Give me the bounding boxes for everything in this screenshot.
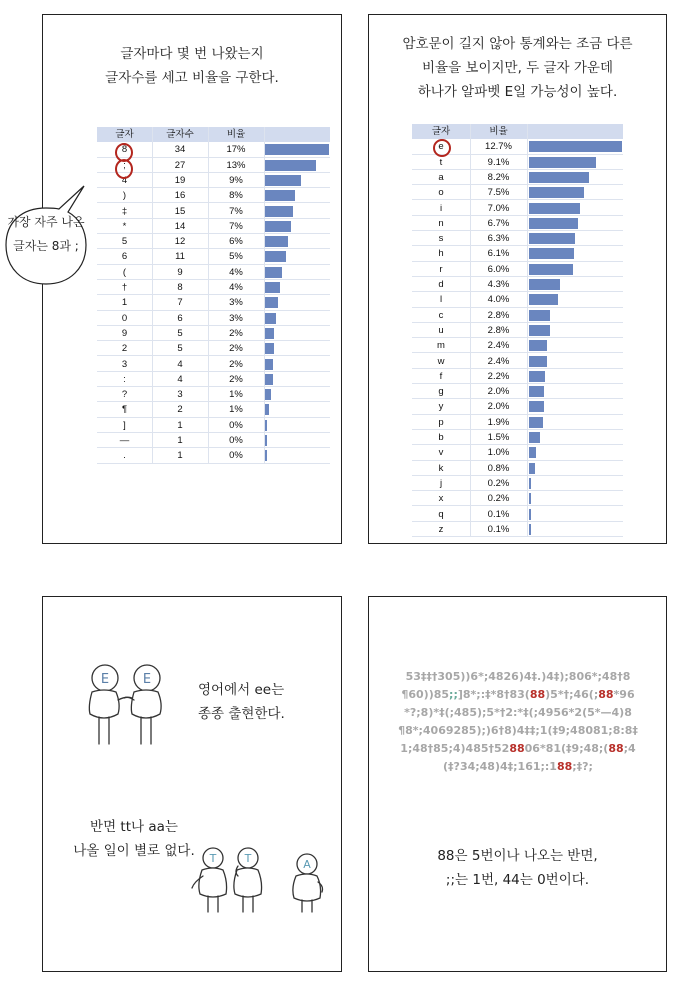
cipher-segment: ;4	[623, 742, 636, 755]
panel4-caption-line: 88은 5번이나 나오는 반면,	[437, 848, 598, 864]
frequency-bar	[529, 524, 531, 535]
cell-char: d	[438, 279, 444, 290]
frequency-bar	[529, 417, 543, 428]
table-row	[97, 204, 330, 219]
cell-char: s	[438, 233, 444, 245]
cell-ratio: 5%	[229, 251, 243, 263]
cell-ratio: 3%	[229, 312, 243, 324]
cell-ratio: 2.2%	[487, 370, 510, 382]
cell-char: n	[438, 217, 444, 229]
figure-letter: E	[142, 672, 152, 687]
frequency-bar	[265, 328, 274, 339]
cell-ratio: 1.5%	[487, 432, 510, 443]
cell-char: *	[122, 220, 127, 232]
panel1-caption-line: 글자수를 세고 비율을 구한다.	[105, 70, 279, 86]
cell-char: w	[437, 355, 445, 367]
table-row	[97, 295, 330, 310]
frequency-bar	[265, 251, 286, 262]
cell-ratio: 0.1%	[487, 508, 510, 520]
cell-count: 4	[177, 358, 183, 370]
cipher-line	[370, 704, 666, 722]
cipher-segment: ]8*;:‡*8†83(	[457, 688, 530, 701]
cell-ratio: 0%	[229, 419, 243, 431]
table-row	[412, 201, 623, 216]
table-row	[97, 372, 330, 387]
cell-count: 8	[177, 282, 183, 293]
cell-char: ?	[121, 389, 128, 401]
frequency-bar	[529, 203, 580, 214]
panel1-caption	[42, 42, 342, 90]
table-row	[97, 188, 330, 203]
frequency-bar	[529, 310, 550, 321]
table-header-row	[97, 127, 330, 142]
table-row	[412, 323, 623, 338]
cell-char: t	[439, 156, 443, 168]
table-row	[412, 476, 623, 491]
cell-ratio: 4%	[229, 282, 243, 293]
cell-count: 15	[174, 205, 186, 217]
cell-count: 34	[174, 144, 186, 156]
panel2-caption-line: 암호문이 길지 않아 통계와는 조금 다른	[402, 36, 633, 52]
panel1-caption-line: 글자마다 몇 번 나왔는지	[120, 46, 264, 62]
cell-ratio: 0.2%	[487, 477, 510, 489]
cell-ratio: 8%	[229, 190, 243, 202]
cell-ratio: 13%	[226, 159, 246, 171]
cipher-segment: 1;48†85;4)485†52	[400, 742, 510, 755]
panel3-text-line: 반면 tt나 aa는	[90, 819, 178, 835]
frequency-bar	[529, 447, 536, 458]
table-row	[97, 311, 330, 326]
frequency-bar	[265, 359, 273, 370]
cell-char: ]	[123, 419, 126, 431]
table-row	[412, 308, 623, 323]
cell-ratio: 2%	[229, 343, 243, 355]
cell-count: 19	[174, 174, 186, 186]
table-row	[412, 338, 623, 353]
frequency-bar	[265, 190, 295, 201]
panel3-text-line: 나올 일이 별로 없다.	[73, 843, 195, 859]
cell-count: 1	[177, 450, 183, 462]
cell-char: :	[123, 373, 126, 385]
frequency-bar	[529, 478, 531, 489]
panel2-caption-line: 하나가 알파벳 E일 가능성이 높다.	[417, 84, 618, 100]
frequency-bar	[529, 172, 589, 183]
bubble-line: 글자는 8과 ;	[13, 239, 79, 253]
cell-ratio: 2%	[229, 373, 243, 385]
table-row	[412, 461, 623, 476]
cell-count: 11	[175, 251, 185, 263]
table-row	[97, 418, 330, 433]
frequency-bar	[265, 297, 278, 308]
frequency-bar	[265, 343, 274, 354]
cipher-line	[370, 758, 666, 776]
cell-char: i	[439, 202, 443, 214]
cell-ratio: 2%	[229, 358, 243, 370]
cell-count: 3	[177, 389, 183, 401]
cell-char: k	[438, 462, 444, 474]
frequency-bar	[529, 463, 535, 474]
frequency-bar	[529, 340, 547, 351]
cell-char: †	[121, 282, 128, 293]
cipher-frequency-table	[97, 127, 330, 462]
cell-ratio: 7.5%	[487, 187, 510, 199]
header-ratio: 비율	[489, 126, 508, 137]
column-divider	[152, 127, 153, 464]
bubble-line: 가장 자주 나온	[7, 215, 85, 229]
cell-ratio: 6.7%	[487, 217, 510, 229]
cipher-highlight-88: 88	[598, 688, 614, 701]
column-divider	[527, 124, 528, 537]
frequency-bar	[265, 221, 291, 232]
frequency-bar	[529, 218, 578, 229]
table-row	[412, 185, 623, 200]
frequency-bar	[529, 493, 531, 504]
cell-char: 4	[121, 174, 128, 186]
frequency-bar	[529, 356, 547, 367]
cipher-line	[370, 686, 666, 704]
table-row	[97, 402, 330, 417]
cell-ratio: 17%	[226, 144, 246, 156]
cell-ratio: 0.1%	[487, 523, 510, 535]
highlight-circle-e	[433, 139, 451, 157]
frequency-bar	[265, 374, 273, 385]
table-header-row	[412, 124, 623, 139]
cell-ratio: 6.1%	[487, 248, 510, 260]
cipher-segment: *96	[613, 688, 635, 701]
cipher-line	[370, 740, 666, 758]
cell-char: 2	[121, 343, 128, 355]
cell-ratio: 6.3%	[487, 233, 510, 245]
cell-ratio: 2.8%	[487, 309, 510, 321]
cell-ratio: 7%	[229, 205, 243, 217]
table-row	[97, 280, 330, 295]
table-row	[97, 265, 330, 280]
cell-char: ‡	[121, 205, 128, 217]
frequency-bar	[529, 187, 584, 198]
cell-char: (	[122, 266, 127, 278]
cell-count: 4	[177, 373, 183, 385]
frequency-bar	[529, 141, 622, 152]
frequency-bar	[265, 420, 267, 431]
cell-ratio: 4%	[229, 266, 243, 278]
table-row	[97, 357, 330, 372]
cell-ratio: 7%	[229, 220, 243, 232]
cipher-highlight-semicolons: ;;	[449, 688, 458, 701]
frequency-bar	[529, 279, 560, 290]
table-row	[412, 522, 623, 537]
cell-ratio: 6%	[229, 236, 243, 248]
cell-ratio: 0.8%	[487, 462, 510, 474]
panel3-text-line: 종종 출현한다.	[198, 706, 285, 722]
cell-count: 5	[177, 327, 183, 339]
table-row	[97, 249, 330, 264]
frequency-bar	[265, 206, 293, 217]
header-char: 글자	[115, 129, 134, 140]
cipher-segment: 06*81(‡9;48;(	[524, 742, 609, 755]
table-row	[412, 246, 623, 261]
cell-ratio: 6.0%	[487, 263, 510, 275]
frequency-bar	[529, 509, 531, 520]
cell-count: 5	[177, 343, 183, 355]
cell-char: 3	[121, 358, 128, 370]
table-row	[412, 231, 623, 246]
frequency-bar	[529, 325, 550, 336]
frequency-bar	[529, 248, 574, 259]
table-row	[412, 430, 623, 445]
frequency-bar	[529, 294, 558, 305]
frequency-bar	[265, 144, 329, 155]
cell-ratio: 3%	[229, 297, 243, 309]
cell-char: ¶	[121, 404, 128, 416]
cell-ratio: 2.4%	[487, 340, 510, 352]
frequency-bar	[529, 432, 540, 443]
frequency-bar	[265, 236, 288, 247]
cell-char: f	[439, 370, 443, 382]
table-row	[412, 445, 623, 460]
cell-ratio: 2.4%	[487, 355, 510, 367]
highlight-circle-semicolon	[115, 159, 133, 179]
cipher-highlight-88: 88	[529, 688, 546, 701]
panel-cipher-text	[368, 596, 667, 972]
cipher-segment: *?;8)*‡(;485);5*†2:*‡(;4956*2(5*—4)8	[404, 706, 632, 719]
cell-char: 9	[121, 327, 128, 339]
cell-char: h	[438, 248, 444, 260]
cell-ratio: 0%	[229, 450, 243, 462]
cell-char: 5	[121, 236, 128, 248]
cell-char: z	[438, 523, 444, 535]
frequency-bar	[265, 404, 269, 415]
panel4-caption	[368, 844, 667, 892]
cell-ratio: 1%	[229, 404, 243, 416]
cell-count: 14	[174, 220, 186, 232]
figure-letter: A	[303, 858, 311, 871]
cell-ratio: 2.0%	[487, 386, 510, 398]
cell-char: e	[438, 141, 444, 153]
cell-char: l	[439, 294, 443, 306]
cell-char: j	[439, 477, 443, 489]
table-row	[412, 262, 623, 277]
cipher-text-block	[370, 668, 666, 776]
column-divider	[208, 127, 209, 464]
panel2-caption-line: 비율을 보이지만, 두 글자 가운데	[422, 60, 613, 76]
frequency-bar	[529, 264, 573, 275]
frequency-bar	[265, 389, 271, 400]
cell-char: )	[122, 190, 127, 202]
cell-ratio: 2%	[229, 327, 243, 339]
table-row	[97, 433, 330, 448]
frequency-bar	[265, 175, 301, 186]
figure-letter: E	[100, 672, 110, 687]
table-row	[97, 173, 330, 188]
cipher-line	[370, 722, 666, 740]
cell-count: 12	[174, 236, 186, 248]
cell-char: x	[438, 493, 444, 505]
cell-char: q	[438, 508, 444, 520]
cell-char: c	[438, 309, 444, 321]
cell-char: p	[438, 416, 444, 428]
frequency-bar	[529, 386, 544, 397]
cell-char: —	[119, 435, 130, 446]
header-char: 글자	[431, 126, 451, 137]
cipher-segment: 53‡‡†305))6*;4826)4‡.)4‡);806*;48†8	[405, 670, 631, 683]
cell-char: a	[438, 171, 444, 183]
cell-count: 1	[177, 435, 183, 446]
cell-ratio: 9%	[229, 174, 243, 186]
cipher-segment: ;‡?;	[572, 760, 593, 773]
cell-ratio: 12.7%	[485, 141, 512, 153]
cell-ratio: 0%	[229, 435, 243, 446]
table-row	[412, 292, 623, 307]
table-row	[412, 155, 623, 170]
cell-ratio: 2.0%	[487, 401, 510, 413]
table-row	[412, 170, 623, 185]
table-row	[97, 387, 330, 402]
cell-count: 9	[177, 266, 183, 278]
frequency-bar	[265, 435, 267, 446]
cell-char: m	[437, 340, 445, 352]
cipher-segment: ¶8*;4069285);)6†8)4‡‡;1(‡9;48081;8:8‡	[398, 724, 638, 737]
cell-ratio: 4.3%	[487, 279, 510, 290]
panel4-caption-line: ;;는 1번, 44는 0번이다.	[445, 872, 590, 888]
cell-ratio: 1.0%	[487, 447, 510, 459]
table-row	[412, 277, 623, 292]
cell-ratio: 8.2%	[487, 171, 510, 183]
cell-ratio: 1.9%	[487, 416, 510, 428]
cell-ratio: 9.1%	[487, 156, 510, 168]
table-row	[97, 326, 330, 341]
frequency-bar	[529, 157, 596, 168]
letter-figures-illustration	[42, 596, 342, 972]
cell-ratio: 2.8%	[487, 324, 510, 336]
frequency-bar	[265, 313, 276, 324]
english-letter-frequency-table	[412, 124, 623, 535]
cell-char: 1	[121, 297, 128, 309]
table-row	[412, 491, 623, 506]
frequency-bar	[265, 282, 280, 293]
cell-char: ;	[123, 159, 126, 171]
panel3-text-top	[198, 678, 318, 726]
header-count: 글자수	[166, 129, 194, 140]
cipher-highlight-88: 88	[509, 742, 525, 755]
frequency-bar	[529, 401, 544, 412]
panel2-caption	[368, 32, 667, 104]
cell-count: 7	[177, 297, 183, 309]
cipher-segment: (‡?34;48)4‡;161;:1	[443, 760, 557, 773]
panel3-text-line: 영어에서 ee는	[198, 682, 285, 698]
table-row	[412, 369, 623, 384]
cell-char: g	[438, 386, 444, 398]
cell-ratio: 4.0%	[487, 294, 510, 306]
frequency-bar	[529, 233, 575, 244]
frequency-bar	[265, 450, 267, 461]
cipher-segment: )5*†;46(;	[545, 688, 599, 701]
cipher-highlight-88: 88	[556, 760, 573, 773]
column-divider	[470, 124, 471, 537]
cell-char: u	[438, 324, 444, 336]
cell-char: b	[438, 432, 444, 443]
table-row	[97, 448, 330, 463]
panel3-text-bottom	[42, 815, 226, 863]
table-row	[412, 216, 623, 231]
cell-char: r	[439, 263, 443, 275]
cell-ratio: 0.2%	[487, 493, 510, 505]
table-row	[412, 399, 623, 414]
frequency-bar	[265, 267, 282, 278]
cell-count: 2	[177, 404, 183, 416]
table-row	[97, 341, 330, 356]
cell-ratio: 1%	[229, 389, 243, 401]
figure-letter: T	[209, 852, 217, 865]
figure-letter: T	[244, 852, 252, 865]
cipher-line	[370, 668, 666, 686]
table-row	[412, 384, 623, 399]
speech-bubble-text	[2, 210, 90, 258]
cell-char: 6	[121, 251, 128, 263]
cipher-segment: ¶60))85	[401, 688, 450, 701]
cell-ratio: 7.0%	[487, 202, 510, 214]
column-divider	[264, 127, 265, 464]
table-row	[412, 354, 623, 369]
cell-char: 8	[121, 144, 128, 156]
cell-char: .	[123, 450, 126, 462]
frequency-bar	[529, 371, 545, 382]
header-ratio: 비율	[226, 129, 246, 140]
table-row	[412, 415, 623, 430]
cell-char: v	[438, 447, 444, 459]
cell-count: 6	[177, 312, 183, 324]
cell-char: y	[438, 401, 444, 413]
frequency-bar	[265, 160, 316, 171]
cell-count: 1	[177, 419, 183, 431]
cell-count: 27	[174, 159, 186, 171]
cipher-highlight-88: 88	[608, 742, 624, 755]
table-row	[412, 507, 623, 522]
cell-count: 16	[174, 190, 186, 202]
table-row	[97, 234, 330, 249]
table-row	[97, 219, 330, 234]
cell-char: 0	[121, 312, 128, 324]
cell-char: o	[438, 187, 444, 199]
